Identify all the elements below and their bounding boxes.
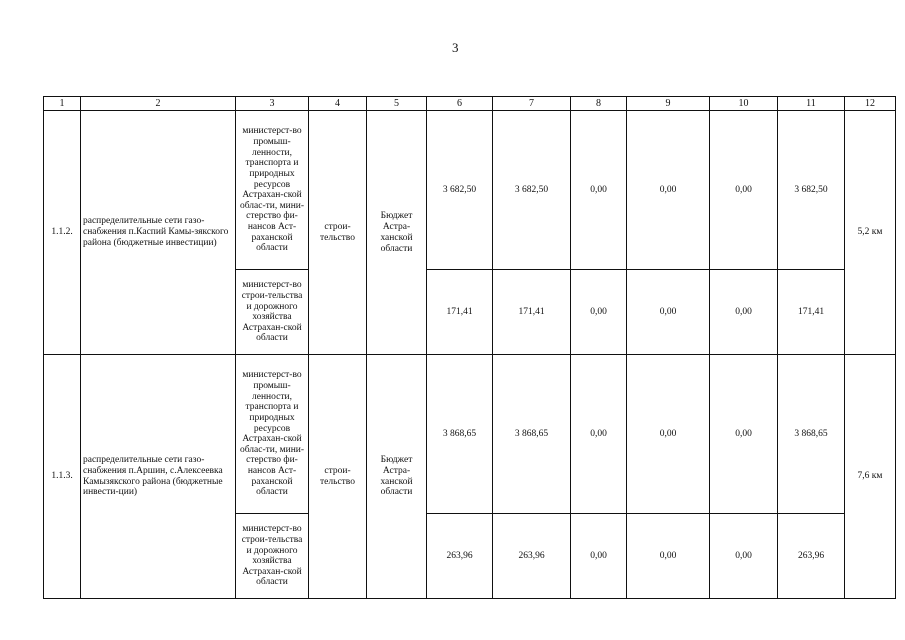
value-cell: 3 868,65 [778,355,845,514]
value-cell: 3 868,65 [493,355,571,514]
page-number: 3 [452,40,459,55]
program-table [43,96,896,599]
value-cell: 263,96 [427,514,493,599]
column-header: 7 [493,97,571,111]
column-header: 2 [81,97,236,111]
value-cell: 3 682,50 [493,111,571,270]
value-cell: 0,00 [571,355,627,514]
value-cell: 263,96 [493,514,571,599]
column-header: 12 [845,97,896,111]
funding-source: Бюджет Астра-ханской области [367,111,427,355]
column-header: 11 [778,97,845,111]
column-header: 6 [427,97,493,111]
table-row [44,111,896,270]
value-cell: 0,00 [627,270,710,355]
value-cell: 0,00 [627,355,710,514]
value-cell: 0,00 [627,514,710,599]
column-header: 9 [627,97,710,111]
value-cell: 3 868,65 [427,355,493,514]
value-cell: 0,00 [627,111,710,270]
value-cell: 0,00 [710,355,778,514]
table-row [44,355,896,514]
value-cell: 0,00 [571,111,627,270]
value-cell: 3 682,50 [778,111,845,270]
item-name: распределительные сети газо-снабжения п.Каспий Камы-зякского района (бюджетные инвестиции) [81,111,236,355]
item-number: 1.1.2. [44,111,81,355]
column-header: 10 [710,97,778,111]
value-cell: 171,41 [493,270,571,355]
value-cell: 0,00 [710,270,778,355]
work-type: строи-тельство [309,111,367,355]
column-header: 8 [571,97,627,111]
funding-source: Бюджет Астра-ханской области [367,355,427,599]
responsible-org: министерст-во строи-тельства и дорожного хозяйства Астрахан-ской области [236,270,309,355]
value-cell: 263,96 [778,514,845,599]
value-cell: 3 682,50 [427,111,493,270]
value-cell: 171,41 [427,270,493,355]
column-header: 4 [309,97,367,111]
value-cell: 0,00 [710,111,778,270]
item-name: распределительные сети газо-снабжения п.Аршин, с.Алексеевка Камызякского района (бюджетные инвести-ции) [81,355,236,599]
column-number-row [44,97,896,111]
column-header: 1 [44,97,81,111]
work-type: строи-тельство [309,355,367,599]
responsible-org: министерст-во строи-тельства и дорожного хозяйства Астрахан-ской области [236,514,309,599]
value-cell: 0,00 [571,514,627,599]
extent-cell: 7,6 км [845,355,896,599]
value-cell: 0,00 [571,270,627,355]
column-header: 3 [236,97,309,111]
responsible-org: министерст-во промыш-ленности, транспорта и природных ресурсов Астрахан-ской облас-ти, мини-стерство фи-нансов Аст-раханской области [236,111,309,270]
responsible-org: министерст-во промыш-ленности, транспорта и природных ресурсов Астрахан-ской облас-ти, мини-стерство фи-нансов Аст-раханской области [236,355,309,514]
value-cell: 0,00 [710,514,778,599]
extent-cell: 5,2 км [845,111,896,355]
value-cell: 171,41 [778,270,845,355]
item-number: 1.1.3. [44,355,81,599]
column-header: 5 [367,97,427,111]
